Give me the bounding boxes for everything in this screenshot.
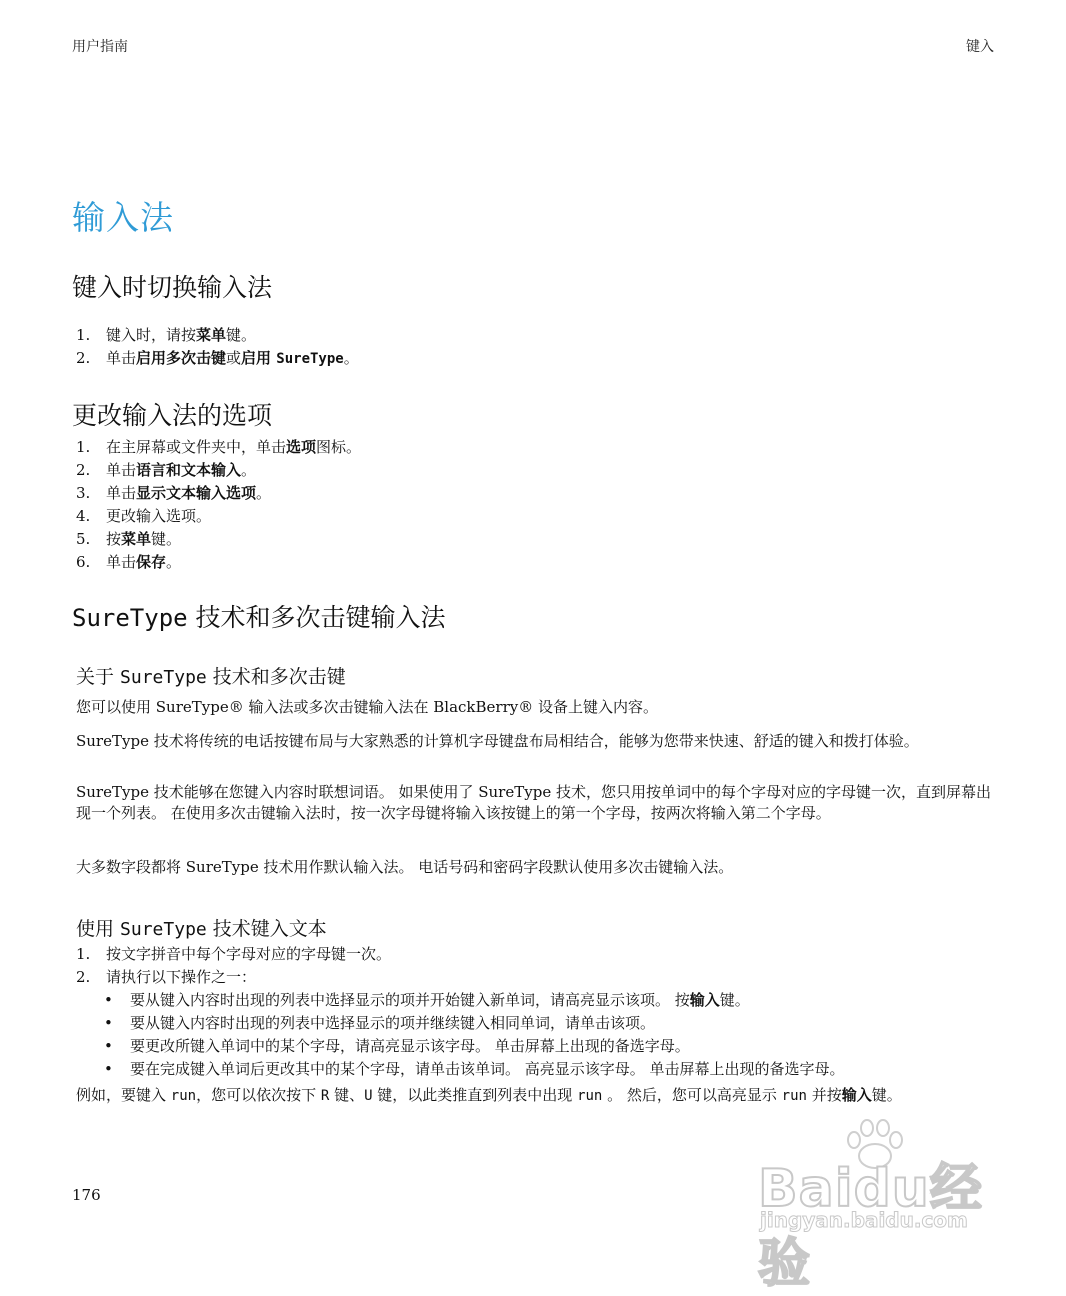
step-item: 2. 请执行以下操作之一：	[76, 968, 257, 986]
bullet-item: • 要从键入内容时出现的列表中选择显示的项并开始键入新单词，请高亮显示该项。 按输入键。	[104, 991, 750, 1009]
bullet-item: • 要从键入内容时出现的列表中选择显示的项并继续键入相同单词，请单击该项。	[104, 1014, 656, 1032]
section-heading-change-options: 更改输入法的选项	[72, 401, 273, 430]
baidu-watermark	[752, 1118, 1012, 1294]
step-item: 6. 单击保存。	[76, 553, 182, 571]
subheading-about-suretype: 关于 SureType 技术和多次击键	[76, 666, 346, 688]
watermark-url: jingyan.baidu.com	[760, 1208, 968, 1232]
chapter-title: 输入法	[72, 198, 174, 237]
paragraph: 大多数字段都将 SureType 技术用作默认输入法。 电话号码和密码字段默认使用多次击键输入法。	[76, 858, 734, 876]
option-bullets	[104, 989, 845, 1081]
step-item: 1. 在主屏幕或文件夹中，单击选项图标。	[76, 438, 362, 456]
running-header-left: 用户指南	[72, 39, 128, 55]
step-item: 5. 按菜单键。	[76, 530, 182, 548]
bullet-item: • 要更改所键入单词中的某个字母，请高亮显示该字母。 单击屏幕上出现的备选字母。	[104, 1037, 690, 1055]
section-heading-switch-input: 键入时切换输入法	[72, 273, 273, 302]
paragraph: SureType 技术将传统的电话按键布局与大家熟悉的计算机字母键盘布局相结合，能够为您带来快速、舒适的键入和拨打体验。	[76, 732, 919, 750]
step-item: 1. 键入时，请按菜单键。	[76, 326, 257, 344]
running-header-right: 键入	[966, 39, 994, 55]
page-number: 176	[72, 1186, 101, 1204]
switch-input-steps	[76, 324, 359, 370]
bullet-item: • 要在完成键入单词后更改其中的某个字母，请单击该单词。 高亮显示该字母。 单击屏幕上出现的备选字母。	[104, 1060, 845, 1078]
paragraph: 您可以使用 SureType® 输入法或多次击键输入法在 BlackBerry® 设备上键入内容。	[76, 698, 658, 716]
subheading-use-suretype: 使用 SureType 技术键入文本	[76, 918, 327, 940]
use-suretype-steps	[76, 943, 391, 989]
watermark-brand: Baidu经验	[758, 1159, 983, 1294]
change-options-steps	[76, 436, 361, 574]
example-paragraph: 例如，要键入 run，您可以依次按下 R 键、U 键，以此类推直到列表中出现 run 。 然后，您可以高亮显示 run 并按输入键。	[76, 1086, 902, 1104]
step-item: 2. 单击启用多次击键或启用 SureType。	[76, 349, 359, 367]
step-item: 4. 更改输入选项。	[76, 507, 212, 525]
section-heading-suretype: SureType 技术和多次击键输入法	[72, 603, 446, 632]
step-item: 2. 单击语言和文本输入。	[76, 461, 257, 479]
step-item: 3. 单击显示文本输入选项。	[76, 484, 272, 502]
paragraph: SureType 技术能够在您键入内容时联想词语。 如果使用了 SureType 技术，您只用按单词中的每个字母对应的字母键一次，直到屏幕出现一个列表。 在使用多次击键输入法时，按一次字母键将输入该按键上的第一个字母，按两次将输入第二个字母。	[76, 783, 991, 822]
step-item: 1. 按文字拼音中每个字母对应的字母键一次。	[76, 945, 392, 963]
